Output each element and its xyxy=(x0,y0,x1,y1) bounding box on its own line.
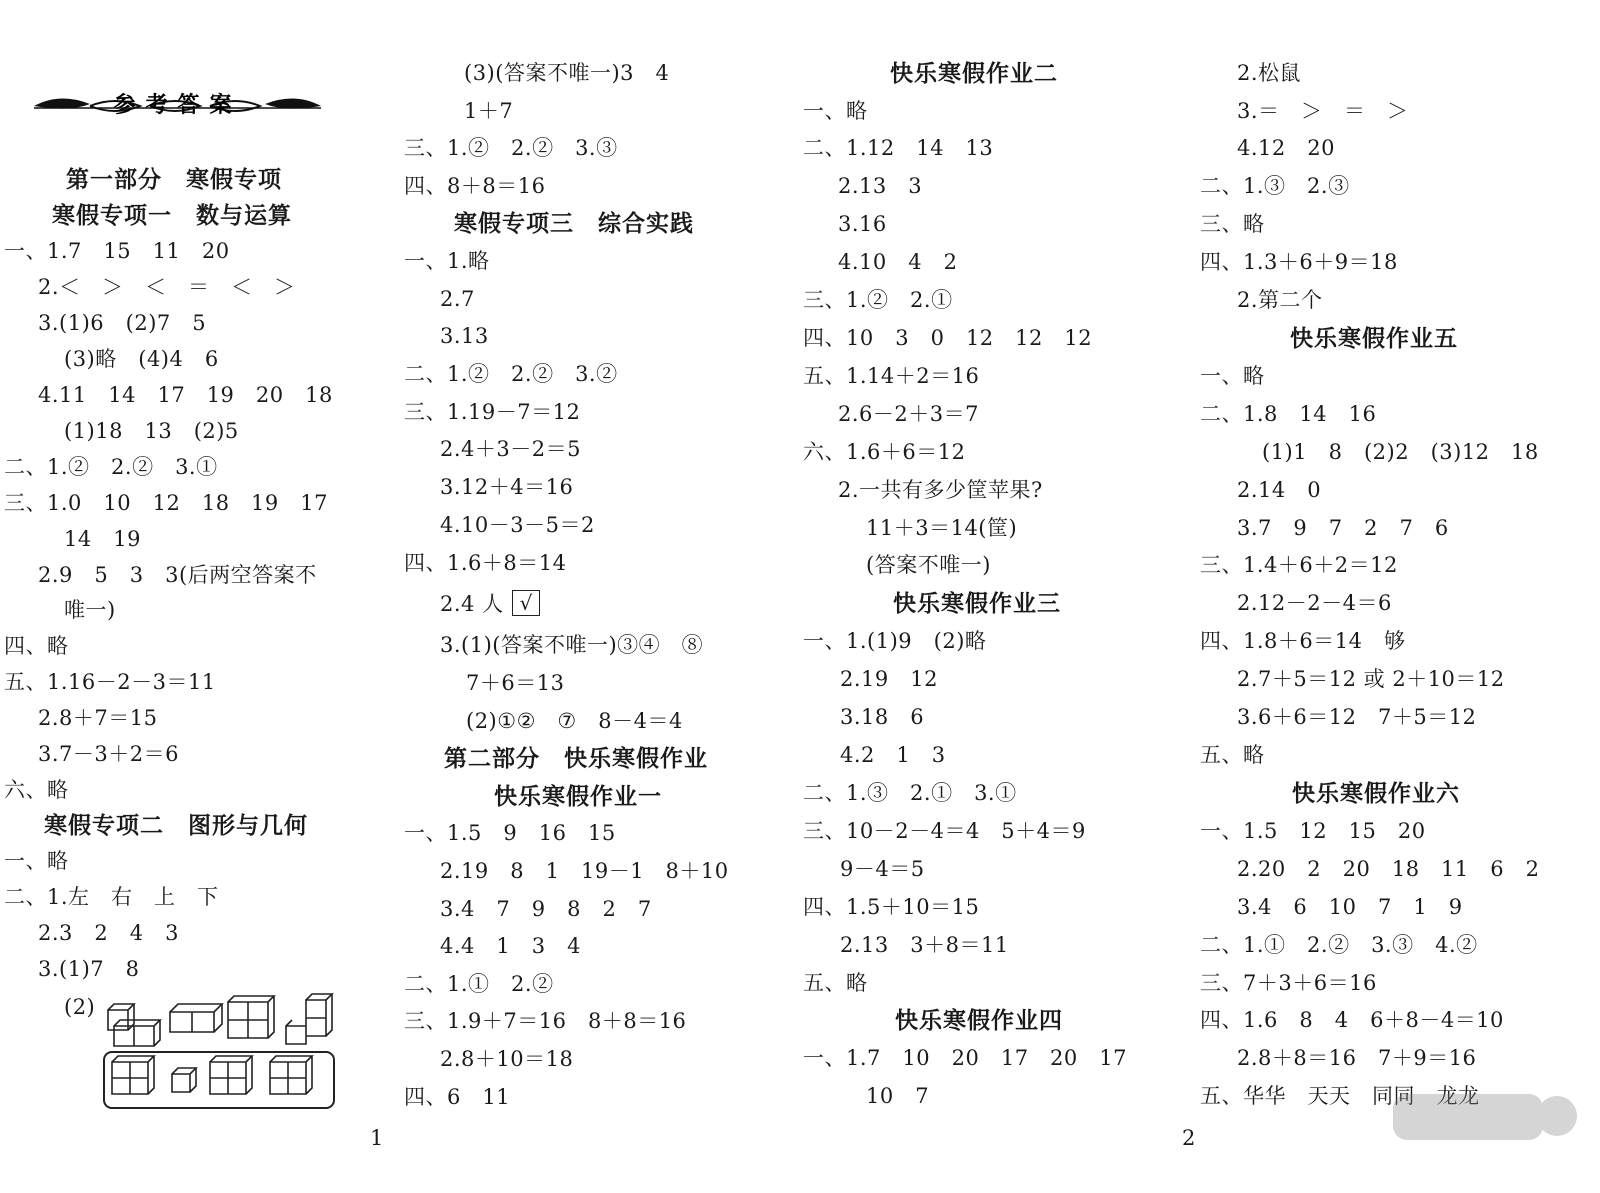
answer-line: 二、1.左 右 上 下 xyxy=(4,885,219,909)
answer-line: 一、1.(1)9 (2)略 xyxy=(803,629,987,653)
answer-line: 3.18 6 xyxy=(840,705,925,729)
answer-line: 2.12－2－4＝6 xyxy=(1237,591,1392,615)
answer-line: 五、1.16－2－3＝11 xyxy=(4,670,216,694)
page-number-right: 2 xyxy=(1182,1126,1196,1150)
answer-line: 4.11 14 17 19 20 18 xyxy=(38,383,333,407)
cube-figures xyxy=(100,990,340,1110)
answer-line: 二、1.① 2.② 3.③ 4.② xyxy=(1200,933,1478,957)
section-heading: 第一部分 寒假专项 xyxy=(66,167,282,193)
cube-drawing xyxy=(100,990,340,1110)
answer-line: 10 7 xyxy=(866,1084,930,1108)
answer-line: 二、1.8 14 16 xyxy=(1200,402,1377,426)
answer-line: 二、1.③ 2.① 3.① xyxy=(803,781,1017,805)
answer-line: 二、1.② 2.② 3.② xyxy=(404,362,618,386)
answer-line: 3.(1)6 (2)7 5 xyxy=(38,311,207,335)
page-number-left: 1 xyxy=(370,1126,384,1150)
answer-line: 2.8＋8＝16 7＋9＝16 xyxy=(1237,1046,1477,1070)
answer-line: 2.19 12 xyxy=(840,667,938,691)
answer-line: 4.10 4 2 xyxy=(838,250,958,274)
answer-line: 2.4＋3－2＝5 xyxy=(440,437,581,461)
section-heading: 第二部分 快乐寒假作业 xyxy=(444,746,708,772)
answer-line: 3.12＋4＝16 xyxy=(440,475,574,499)
title-banner xyxy=(30,86,325,126)
answer-line: 3.(1)(答案不唯一)③④ ⑧ xyxy=(440,633,704,657)
answer-line: 4.10－3－5＝2 xyxy=(440,513,595,537)
answer-line: 一、1.5 9 16 15 xyxy=(404,821,616,845)
answer-line: 五、1.14＋2＝16 xyxy=(803,364,980,388)
answer-line: 3.6＋6＝12 7＋5＝12 xyxy=(1237,705,1477,729)
answer-line: 7＋6＝13 xyxy=(466,671,565,695)
answer-line: 一、略 xyxy=(4,849,69,873)
watermark-graphic xyxy=(1385,1088,1585,1178)
section-heading: 快乐寒假作业五 xyxy=(1290,326,1458,352)
answer-line: 四、略 xyxy=(4,634,69,658)
answer-line: 一、略 xyxy=(803,99,868,123)
answer-line: 2.9 5 3 3(后两空答案不 xyxy=(38,563,317,587)
answer-line: 二、1.① 2.② xyxy=(404,972,554,996)
answer-line: 一、1.略 xyxy=(404,249,490,273)
section-heading: 寒假专项三 综合实践 xyxy=(454,211,694,237)
answer-line: 三、7＋3＋6＝16 xyxy=(1200,971,1377,995)
answer-line: 六、略 xyxy=(4,778,69,802)
answer-line: 3.16 xyxy=(838,212,887,236)
answer-line: 一、1.7 10 20 17 20 17 xyxy=(803,1046,1128,1070)
answer-line: 2.8＋10＝18 xyxy=(440,1047,574,1071)
answer-line: 3.4 7 9 8 2 7 xyxy=(440,897,652,921)
answer-line: 2.6－2＋3＝7 xyxy=(838,402,979,426)
answer-line: 2.7＋5＝12 或 2＋10＝12 xyxy=(1237,667,1505,691)
answer-line: 三、略 xyxy=(1200,212,1265,236)
answer-line: 3.4 6 10 7 1 9 xyxy=(1237,895,1463,919)
answer-line: 3.7－3＋2＝6 xyxy=(38,742,179,766)
answer-line: 一、1.7 15 11 20 xyxy=(4,239,230,263)
answer-line: 三、1.19－7＝12 xyxy=(404,400,581,424)
answer-line: (1)18 13 (2)5 xyxy=(64,419,239,443)
answer-line: (答案不唯一) xyxy=(866,553,991,577)
answer-line: 四、6 11 xyxy=(404,1085,511,1109)
answer-line: 1＋7 xyxy=(464,99,514,123)
check-box: √ xyxy=(512,590,540,616)
answer-line: 2.20 2 20 18 11 6 2 xyxy=(1237,857,1540,881)
page-title: 参考答案 xyxy=(113,93,242,118)
answer-line: 2.第二个 xyxy=(1237,288,1323,312)
section-heading: 快乐寒假作业三 xyxy=(893,591,1061,617)
answer-line: 三、1.0 10 12 18 19 17 xyxy=(4,491,329,515)
answer-line: 2.14 0 xyxy=(1237,478,1322,502)
answer-line: 4.4 1 3 4 xyxy=(440,934,581,958)
answer-line: 2.13 3＋8＝11 xyxy=(840,933,1009,957)
answer-line: 一、1.5 12 15 20 xyxy=(1200,819,1426,843)
answer-line: 四、1.6＋8＝14 xyxy=(404,551,567,575)
answer-line: 唯一) xyxy=(64,598,116,622)
answer-line: 3.13 xyxy=(440,324,489,348)
answer-line: 2.7 xyxy=(440,287,475,311)
answer-line: (3)(答案不唯一)3 4 xyxy=(464,61,670,85)
answer-line: 二、1.③ 2.③ xyxy=(1200,174,1350,198)
answer-line: 3.＝ ＞ ＝ ＞ xyxy=(1237,99,1409,123)
answer-line: (2)①② ⑦ 8－4＝4 xyxy=(466,709,683,733)
section-heading: 寒假专项一 数与运算 xyxy=(52,203,292,229)
answer-line: 3.(1)7 8 xyxy=(38,957,140,981)
answer-line: 二、1.② 2.② 3.① xyxy=(4,455,218,479)
answer-line: 五、略 xyxy=(803,971,868,995)
answer-line: 三、1.② 2.① xyxy=(803,288,953,312)
answer-line: 三、1.② 2.② 3.③ xyxy=(404,136,618,160)
answer-line: (1)1 8 (2)2 (3)12 18 xyxy=(1262,440,1539,464)
answer-line: 五、略 xyxy=(1200,743,1265,767)
answer-line: 二、1.12 14 13 xyxy=(803,136,994,160)
answer-line: 三、10－2－4＝4 5＋4＝9 xyxy=(803,819,1086,843)
answer-line: 四、1.8＋6＝14 够 xyxy=(1200,629,1406,653)
answer-line: 14 19 xyxy=(64,527,141,551)
section-heading: 快乐寒假作业二 xyxy=(890,61,1058,87)
answer-line: 四、8＋8＝16 xyxy=(404,174,546,198)
answer-line: 2.19 8 1 19－1 8＋10 xyxy=(440,859,729,883)
answer-line: 2.一共有多少筐苹果? xyxy=(838,478,1043,502)
answer-line: 2.3 2 4 3 xyxy=(38,921,179,945)
answer-line: 四、1.5＋10＝15 xyxy=(803,895,980,919)
answer-line: 2.8＋7＝15 xyxy=(38,706,158,730)
answer-line: 三、1.9＋7＝16 8＋8＝16 xyxy=(404,1009,687,1033)
section-heading: 快乐寒假作业一 xyxy=(494,784,662,810)
answer-line: 3.7 9 7 2 7 6 xyxy=(1237,516,1449,540)
answer-line: 4.2 1 3 xyxy=(840,743,946,767)
watermark-logo xyxy=(1385,1088,1585,1178)
answer-line: 2.松鼠 xyxy=(1237,61,1302,85)
section-heading: 寒假专项二 图形与几何 xyxy=(44,813,308,839)
answer-line: 四、1.6 8 4 6＋8－4＝10 xyxy=(1200,1008,1504,1032)
answer-line: 2.13 3 xyxy=(838,174,923,198)
answer-line: 11＋3＝14(筐) xyxy=(866,516,1018,540)
answer-line: 四、1.3＋6＋9＝18 xyxy=(1200,250,1398,274)
answer-line: 9－4＝5 xyxy=(840,857,925,881)
answer-line: (2) xyxy=(64,995,96,1019)
answer-line: 六、1.6＋6＝12 xyxy=(803,440,966,464)
answer-line: 4.12 20 xyxy=(1237,136,1335,160)
answer-line: 2.4 人 xyxy=(440,592,504,616)
section-heading: 快乐寒假作业六 xyxy=(1292,781,1460,807)
answer-line: 一、略 xyxy=(1200,364,1265,388)
answer-line: 四、10 3 0 12 12 12 xyxy=(803,326,1093,350)
answer-line: 2.＜ ＞ ＜ ＝ ＜ ＞ xyxy=(38,275,296,299)
answer-line: (3)略 (4)4 6 xyxy=(64,347,219,371)
answer-line: 三、1.4＋6＋2＝12 xyxy=(1200,553,1398,577)
answer-line: 五、华华 天天 同同 龙龙 xyxy=(1200,1084,1480,1108)
section-heading: 快乐寒假作业四 xyxy=(895,1008,1063,1034)
